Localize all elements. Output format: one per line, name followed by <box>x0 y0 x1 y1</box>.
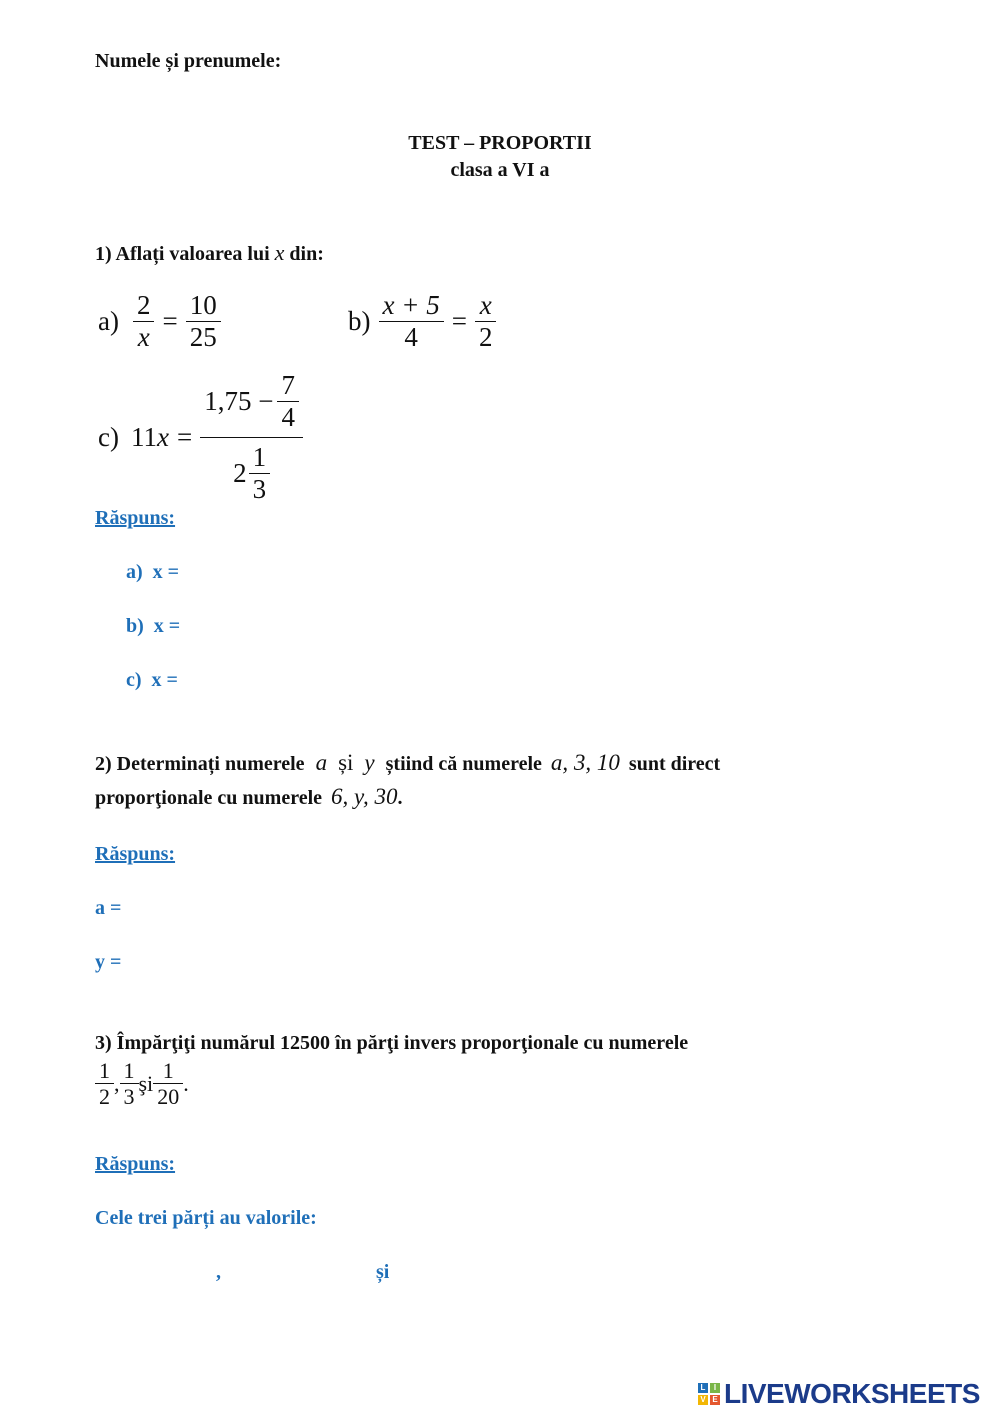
eq-b-den1: 4 <box>404 322 418 353</box>
q2-line1-pre: 2) Determinați numerele <box>95 753 305 775</box>
q3-period: . <box>183 1070 189 1096</box>
eq-a-den2: 25 <box>189 322 217 353</box>
q1-answer-c-label: c) <box>126 669 142 691</box>
eq-b-num1: x + 5 <box>382 290 440 320</box>
q1-heading-post: din: <box>289 243 324 265</box>
q1-heading-pre: 1) Aflați valoarea lui <box>95 243 270 265</box>
q2-var-a: a <box>315 750 328 775</box>
q3-f3-num: 1 <box>162 1058 174 1083</box>
eq-a-den1: x <box>137 322 150 353</box>
eq-c-label: c) <box>98 422 119 453</box>
q1-answer-c <box>126 669 178 692</box>
q3-separator-comma: , <box>216 1261 221 1283</box>
eq-c-inner-num: 7 <box>281 370 295 400</box>
liveworksheets-logo-icon: L I V E <box>698 1383 720 1405</box>
q2-line2-pre: proporţionale cu numerele <box>95 787 323 809</box>
q1-answer-a-field[interactable]: x = <box>152 561 180 583</box>
eq-b-equals: = <box>451 306 467 337</box>
eq-b-num2: x <box>479 290 492 320</box>
q3-f2-den: 3 <box>123 1084 135 1110</box>
q2-var-y: y <box>364 750 375 775</box>
q1-answer-b-label: b) <box>126 615 144 637</box>
q2-line2 <box>95 784 402 810</box>
test-title: TEST – PROPORTII <box>408 132 592 154</box>
q3-answer-field-1[interactable] <box>96 1258 208 1284</box>
eq-a-num2: 10 <box>189 290 217 320</box>
q2-line2-period: . <box>397 787 403 809</box>
q2-set2: 6, y, 30 <box>331 784 398 809</box>
q3-fraction-1 <box>95 1058 114 1110</box>
liveworksheets-logo <box>698 1378 980 1410</box>
eq-a-equals: = <box>162 306 178 337</box>
test-subtitle: clasa a VI a <box>450 159 550 181</box>
eq-c-var: x <box>156 422 169 453</box>
eq-c-denominator <box>229 438 274 505</box>
equation-c <box>98 370 303 505</box>
q3-fraction-2 <box>120 1058 139 1110</box>
q1-answer-c-field[interactable]: x = <box>151 669 178 691</box>
q3-f1-den: 2 <box>99 1084 110 1110</box>
q3-line1: 3) Împărţiţi numărul 12500 în părţi invers proporţionale cu numerele <box>95 1032 689 1054</box>
q1-heading-var: x <box>274 240 285 265</box>
q3-answer-line: Cele trei părți au valorile: <box>95 1207 317 1229</box>
q2-answer-y-field[interactable]: y = <box>95 951 122 973</box>
q2-line1 <box>95 750 720 776</box>
eq-c-inner-fraction <box>277 370 299 433</box>
eq-a-fraction-right <box>186 290 221 353</box>
q3-fraction-3 <box>153 1058 183 1110</box>
q3-comma: , <box>114 1070 120 1096</box>
q3-f2-num: 1 <box>123 1058 135 1083</box>
eq-c-decimal: 1,75 − <box>204 386 274 417</box>
q1-answer-a <box>126 561 179 584</box>
q3-answer-field-2[interactable] <box>232 1258 368 1284</box>
eq-b-fraction-right <box>475 290 497 353</box>
equation-b <box>348 290 496 353</box>
eq-a-fraction-left <box>133 290 155 353</box>
q3-si: şi <box>138 1070 154 1096</box>
q2-line1-post: sunt direct <box>628 753 721 775</box>
q3-fractions <box>95 1058 189 1110</box>
eq-c-main-fraction <box>200 370 303 505</box>
eq-c-mixed-whole: 2 <box>233 458 247 489</box>
eq-a-label: a) <box>98 306 119 337</box>
q2-set1: a, 3, 10 <box>550 750 620 775</box>
q1-heading <box>95 240 324 266</box>
q2-answer-title: Răspuns: <box>95 843 176 865</box>
q3-separator-si: și <box>376 1261 390 1283</box>
eq-a-num1: 2 <box>136 290 151 320</box>
eq-c-mixed-num: 1 <box>252 442 267 473</box>
q3-answer-field-3[interactable] <box>400 1258 540 1284</box>
eq-b-label: b) <box>348 306 371 337</box>
q1-answer-a-label: a) <box>126 561 143 583</box>
eq-c-equals: = <box>176 422 193 453</box>
q3-f1-num: 1 <box>99 1058 110 1083</box>
eq-c-inner-den: 4 <box>281 402 295 433</box>
liveworksheets-brand: LIVEWORKSHEETS <box>724 1378 980 1409</box>
q2-si: și <box>338 750 354 775</box>
eq-b-fraction-left <box>379 290 444 353</box>
eq-c-mixed-fraction <box>249 442 271 505</box>
q2-line1-mid: știind că numerele <box>385 753 542 775</box>
q1-answer-b <box>126 615 180 638</box>
equation-a <box>98 290 221 353</box>
name-label: Numele și prenumele: <box>95 50 282 72</box>
eq-c-mixed-den: 3 <box>252 474 267 505</box>
eq-c-coef: 11 <box>130 422 157 453</box>
q2-answer-a-field[interactable]: a = <box>95 897 122 919</box>
eq-b-den2: 2 <box>478 322 493 353</box>
q1-answer-b-field[interactable]: x = <box>153 615 181 637</box>
q3-answer-title: Răspuns: <box>95 1153 176 1175</box>
q1-answer-title: Răspuns: <box>95 507 176 529</box>
eq-c-numerator <box>200 370 303 437</box>
eq-c-lhs <box>131 422 169 453</box>
q3-f3-den: 20 <box>157 1084 180 1110</box>
